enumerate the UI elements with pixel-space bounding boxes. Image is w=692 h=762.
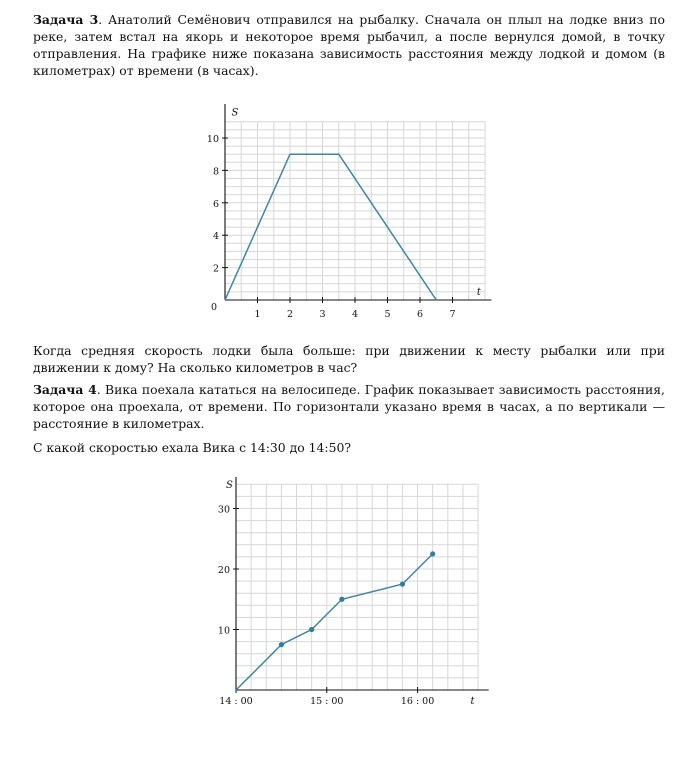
x-tick-label: 6 [416, 309, 424, 320]
problem-3-question: Когда средняя скорость лодки была больше: при движении к месту рыбалки или при движении к дому? На сколько километров в час? [33, 343, 665, 375]
problem-4-title: Задача 4 [33, 382, 97, 397]
x-tick-label: 2 [286, 309, 294, 320]
y-tick-label: 30 [217, 504, 230, 516]
data-point [339, 597, 344, 602]
series-line [236, 554, 433, 690]
x-tick-label: 15 : 00 [310, 696, 344, 707]
y-tick-label: 10 [206, 134, 219, 145]
y-tick-label: 6 [212, 198, 219, 210]
problem-4-text: . Вика поехала кататься на велосипеде. График показывает зависимость расстояния, которое она проехала, от времени. По горизонтали указано время в часах, а по вертикали — расстояние в километрах. [33, 382, 665, 431]
x-tick-label: 5 [384, 309, 391, 320]
x-tick-label: 4 [351, 309, 359, 320]
problem-3-title: Задача 3 [33, 12, 99, 27]
problem-3-text: . Анатолий Семёнович отправился на рыбалку. Сначала он плыл на лодке вниз по реке, затем встал на якорь и некоторое время рыбачил, а после вернулся домой, в точку отправления. На графике ниже показана зависимость расстояния между лодкой и домом (в километрах) от времени (в часах). [33, 12, 665, 78]
x-tick-label: 1 [254, 309, 261, 320]
data-point [430, 551, 435, 556]
x-axis-label: t [470, 695, 475, 707]
data-point [309, 627, 314, 632]
x-axis-label: t [476, 287, 481, 299]
data-point [279, 642, 284, 647]
y-tick-label: 2 [212, 263, 219, 275]
x-tick-label: 3 [319, 309, 326, 320]
y-tick-label: 20 [217, 565, 230, 576]
origin-label: 0 [210, 302, 217, 313]
x-tick-label: 14 : 00 [219, 696, 253, 707]
y-tick-label: 8 [212, 166, 219, 178]
y-axis-label: S [226, 479, 233, 491]
problem-4-question: С какой скоростью ехала Вика с 14:30 до 14:50? [33, 440, 351, 455]
x-tick-label: 16 : 00 [400, 696, 435, 707]
y-axis-label: S [231, 107, 239, 119]
data-point [400, 582, 405, 587]
y-tick-label: 10 [217, 625, 230, 637]
x-tick-label: 7 [449, 309, 456, 320]
y-tick-label: 4 [212, 231, 219, 243]
